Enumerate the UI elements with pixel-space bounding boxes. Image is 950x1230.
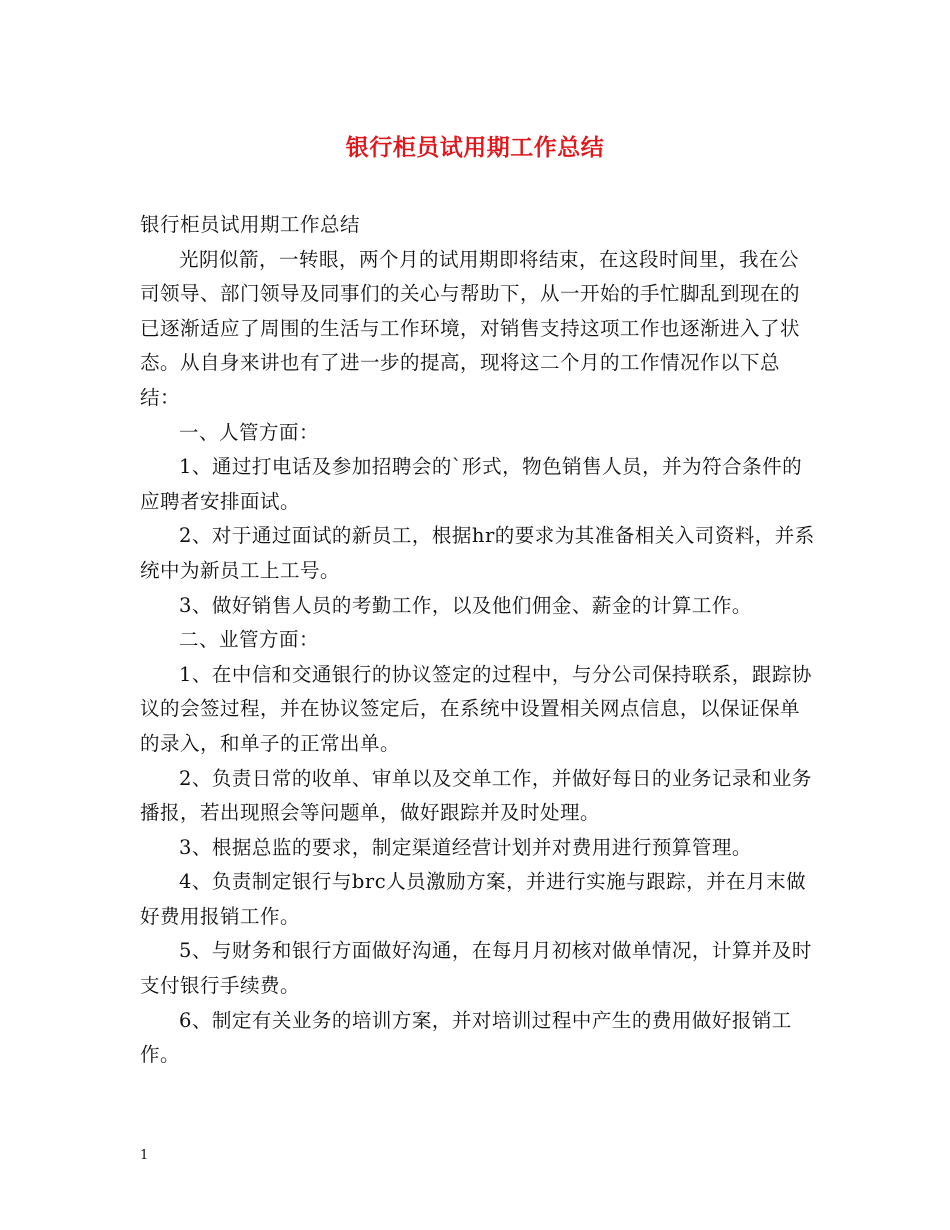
paragraph-personnel-1: 1、通过打电话及参加招聘会的`形式，物色销售人员，并为符合条件的应聘者安排面试。: [140, 455, 803, 513]
paragraph-intro: 光阴似箭，一转眼，两个月的试用期即将结束，在这段时间里，我在公司领导、部门领导及同事们的关心与帮助下，从一开始的手忙脚乱到现在的已逐渐适应了周围的生活与工作环境，对销售支持这项工作也逐渐进入了状态。从自身来讲也有了进一步的提高，现将这二个月的工作情况作以下总结：: [140, 247, 801, 409]
paragraph-personnel-2: 2、对于通过面试的新员工，根据hr的要求为其准备相关入司资料，并系统中为新员工上工号。: [140, 524, 815, 582]
paragraph-business-4: 4、负责制定银行与brc人员激励方案，并进行实施与跟踪，并在月末做好费用报销工作。: [140, 870, 807, 928]
document-body: [140, 208, 816, 1073]
paragraph-business-1: 1、在中信和交通银行的协议签定的过程中，与分公司保持联系，跟踪协议的会签过程，并在协议签定后，在系统中设置相关网点信息，以保证保单的录入，和单子的正常出单。: [140, 662, 812, 755]
page-number: 1: [140, 1148, 149, 1163]
paragraph-business-3: 3、根据总监的要求，制定渠道经营计划并对费用进行预算管理。: [179, 835, 752, 859]
section-heading-personnel: 一、人管方面：: [179, 420, 320, 444]
section-heading-business: 二、业管方面：: [179, 628, 320, 652]
paragraph-business-2: 2、负责日常的收单、审单以及交单工作，并做好每日的业务记录和业务播报，若出现照会等问题单，做好跟踪并及时处理。: [140, 766, 812, 825]
paragraph-personnel-3: 3、做好销售人员的考勤工作，以及他们佣金、薪金的计算工作。: [179, 593, 752, 617]
paragraph-heading: 银行柜员试用期工作总结: [140, 213, 361, 236]
paragraph-business-6: 6、制定有关业务的培训方案，并对培训过程中产生的费用做好报销工作。: [140, 1008, 792, 1067]
paragraph-business-5: 5、与财务和银行方面做好沟通，在每月月初核对做单情况，计算并及时支付银行手续费。: [140, 939, 812, 998]
document-title: 银行柜员试用期工作总结: [345, 134, 605, 161]
